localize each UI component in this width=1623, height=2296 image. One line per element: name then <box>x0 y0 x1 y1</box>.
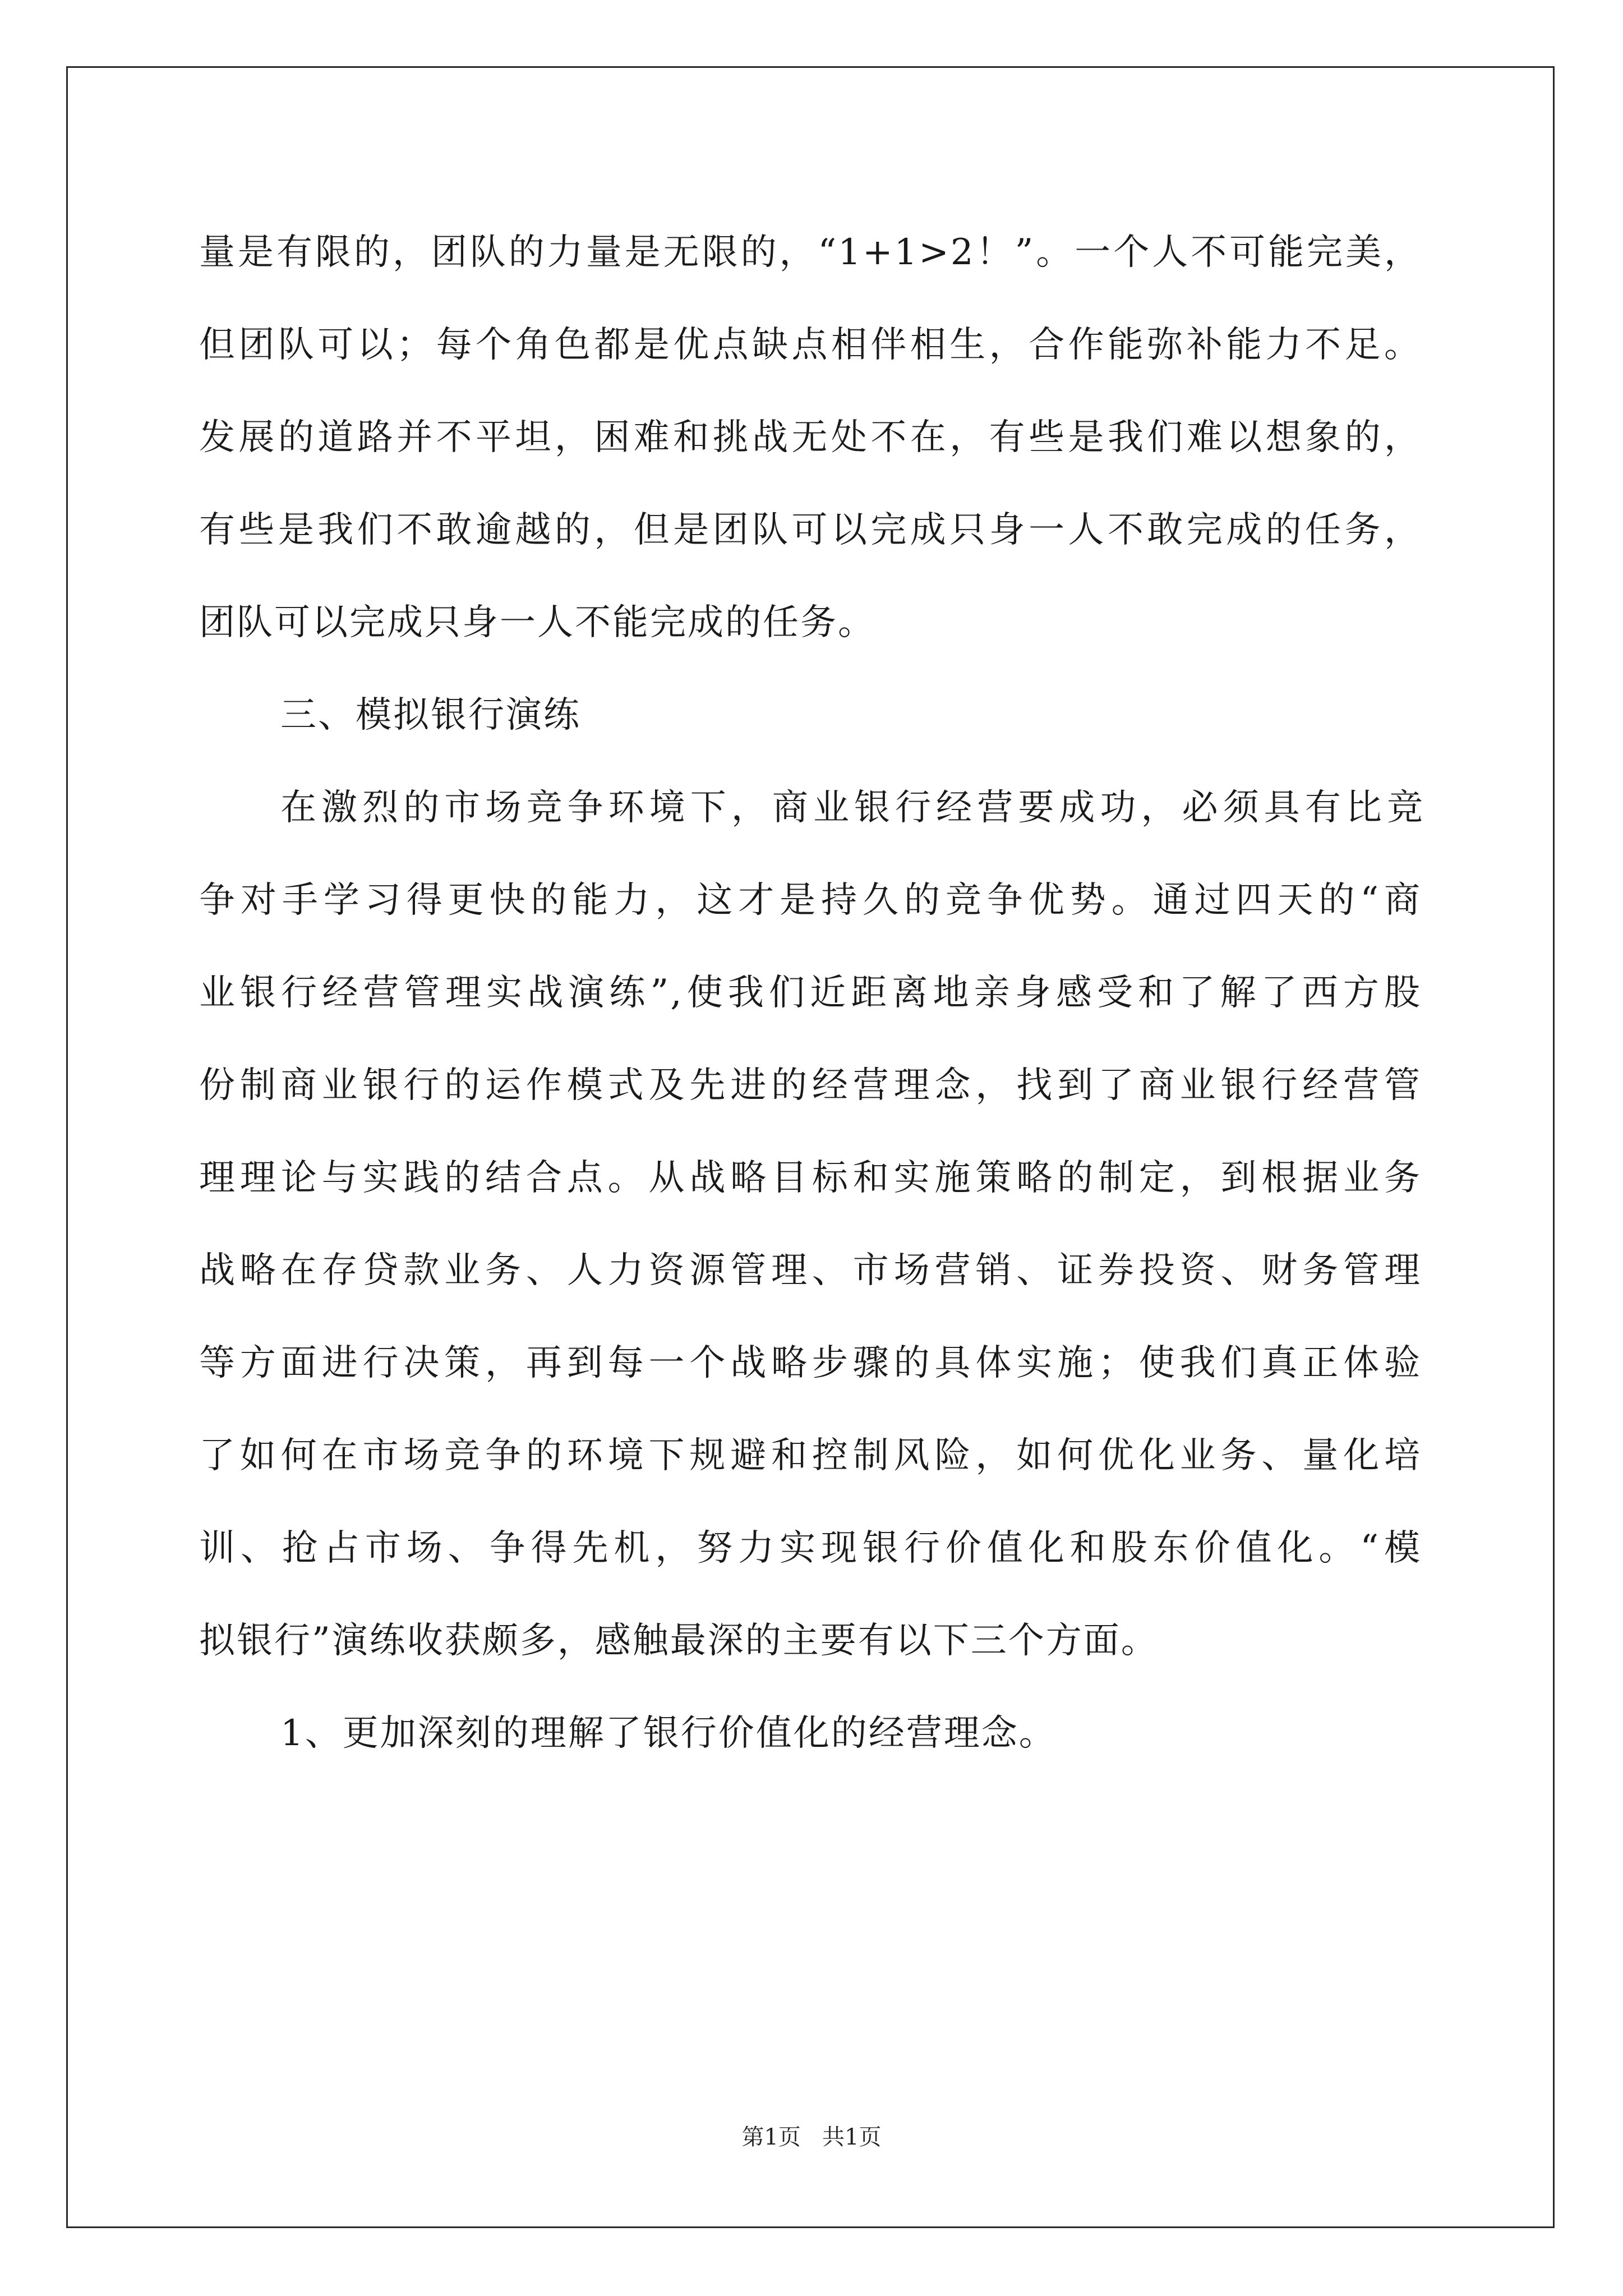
paragraph-line: 理理论与实践的结合点。从战略目标和实施策略的制定，到根据业务 <box>199 1157 1422 1199</box>
page-border <box>66 66 1555 2228</box>
paragraph-line: 拟银行”演练收获颇多，感触最深的主要有以下三个方面。 <box>199 1620 1159 1662</box>
paragraph-line: 团队可以完成只身一人不能完成的任务。 <box>199 602 875 643</box>
section-heading: 三、模拟银行演练 <box>280 694 581 736</box>
paragraph-line: 战略在存贷款业务、人力资源管理、市场营销、证券投资、财务管理 <box>199 1250 1422 1291</box>
paragraph-line: 争对手学习得更快的能力，这才是持久的竞争优势。通过四天的“商 <box>199 880 1422 921</box>
paragraph-line: 有些是我们不敢逾越的，但是团队可以完成只身一人不敢完成的任务， <box>199 509 1422 551</box>
paragraph-line: 在激烈的市场竞争环境下，商业银行经营要成功，必须具有比竞 <box>280 787 1424 829</box>
paragraph-line: 但团队可以；每个角色都是优点缺点相伴相生，合作能弥补能力不足。 <box>199 324 1422 366</box>
sub-heading: 1、更加深刻的理解了银行价值化的经营理念。 <box>280 1713 1057 1754</box>
paragraph-line: 份制商业银行的运作模式及先进的经营理念，找到了商业银行经营管 <box>199 1065 1422 1106</box>
paragraph-line: 量是有限的，团队的力量是无限的，“1+1>2！”。一个人不可能完美， <box>199 232 1422 273</box>
paragraph-line: 发展的道路并不平坦，困难和挑战无处不在，有些是我们难以想象的， <box>199 417 1422 458</box>
page-number-footer: 第1页 共1页 <box>741 2124 882 2150</box>
paragraph-line: 训、抢占市场、争得先机，努力实现银行价值化和股东价值化。“模 <box>199 1527 1422 1569</box>
paragraph-line: 等方面进行决策，再到每一个战略步骤的具体实施；使我们真正体验 <box>199 1342 1422 1384</box>
paragraph-line: 了如何在市场竞争的环境下规避和控制风险，如何优化业务、量化培 <box>199 1435 1422 1476</box>
paragraph-line: 业银行经营管理实战演练”,使我们近距离地亲身感受和了解了西方股 <box>199 972 1422 1014</box>
